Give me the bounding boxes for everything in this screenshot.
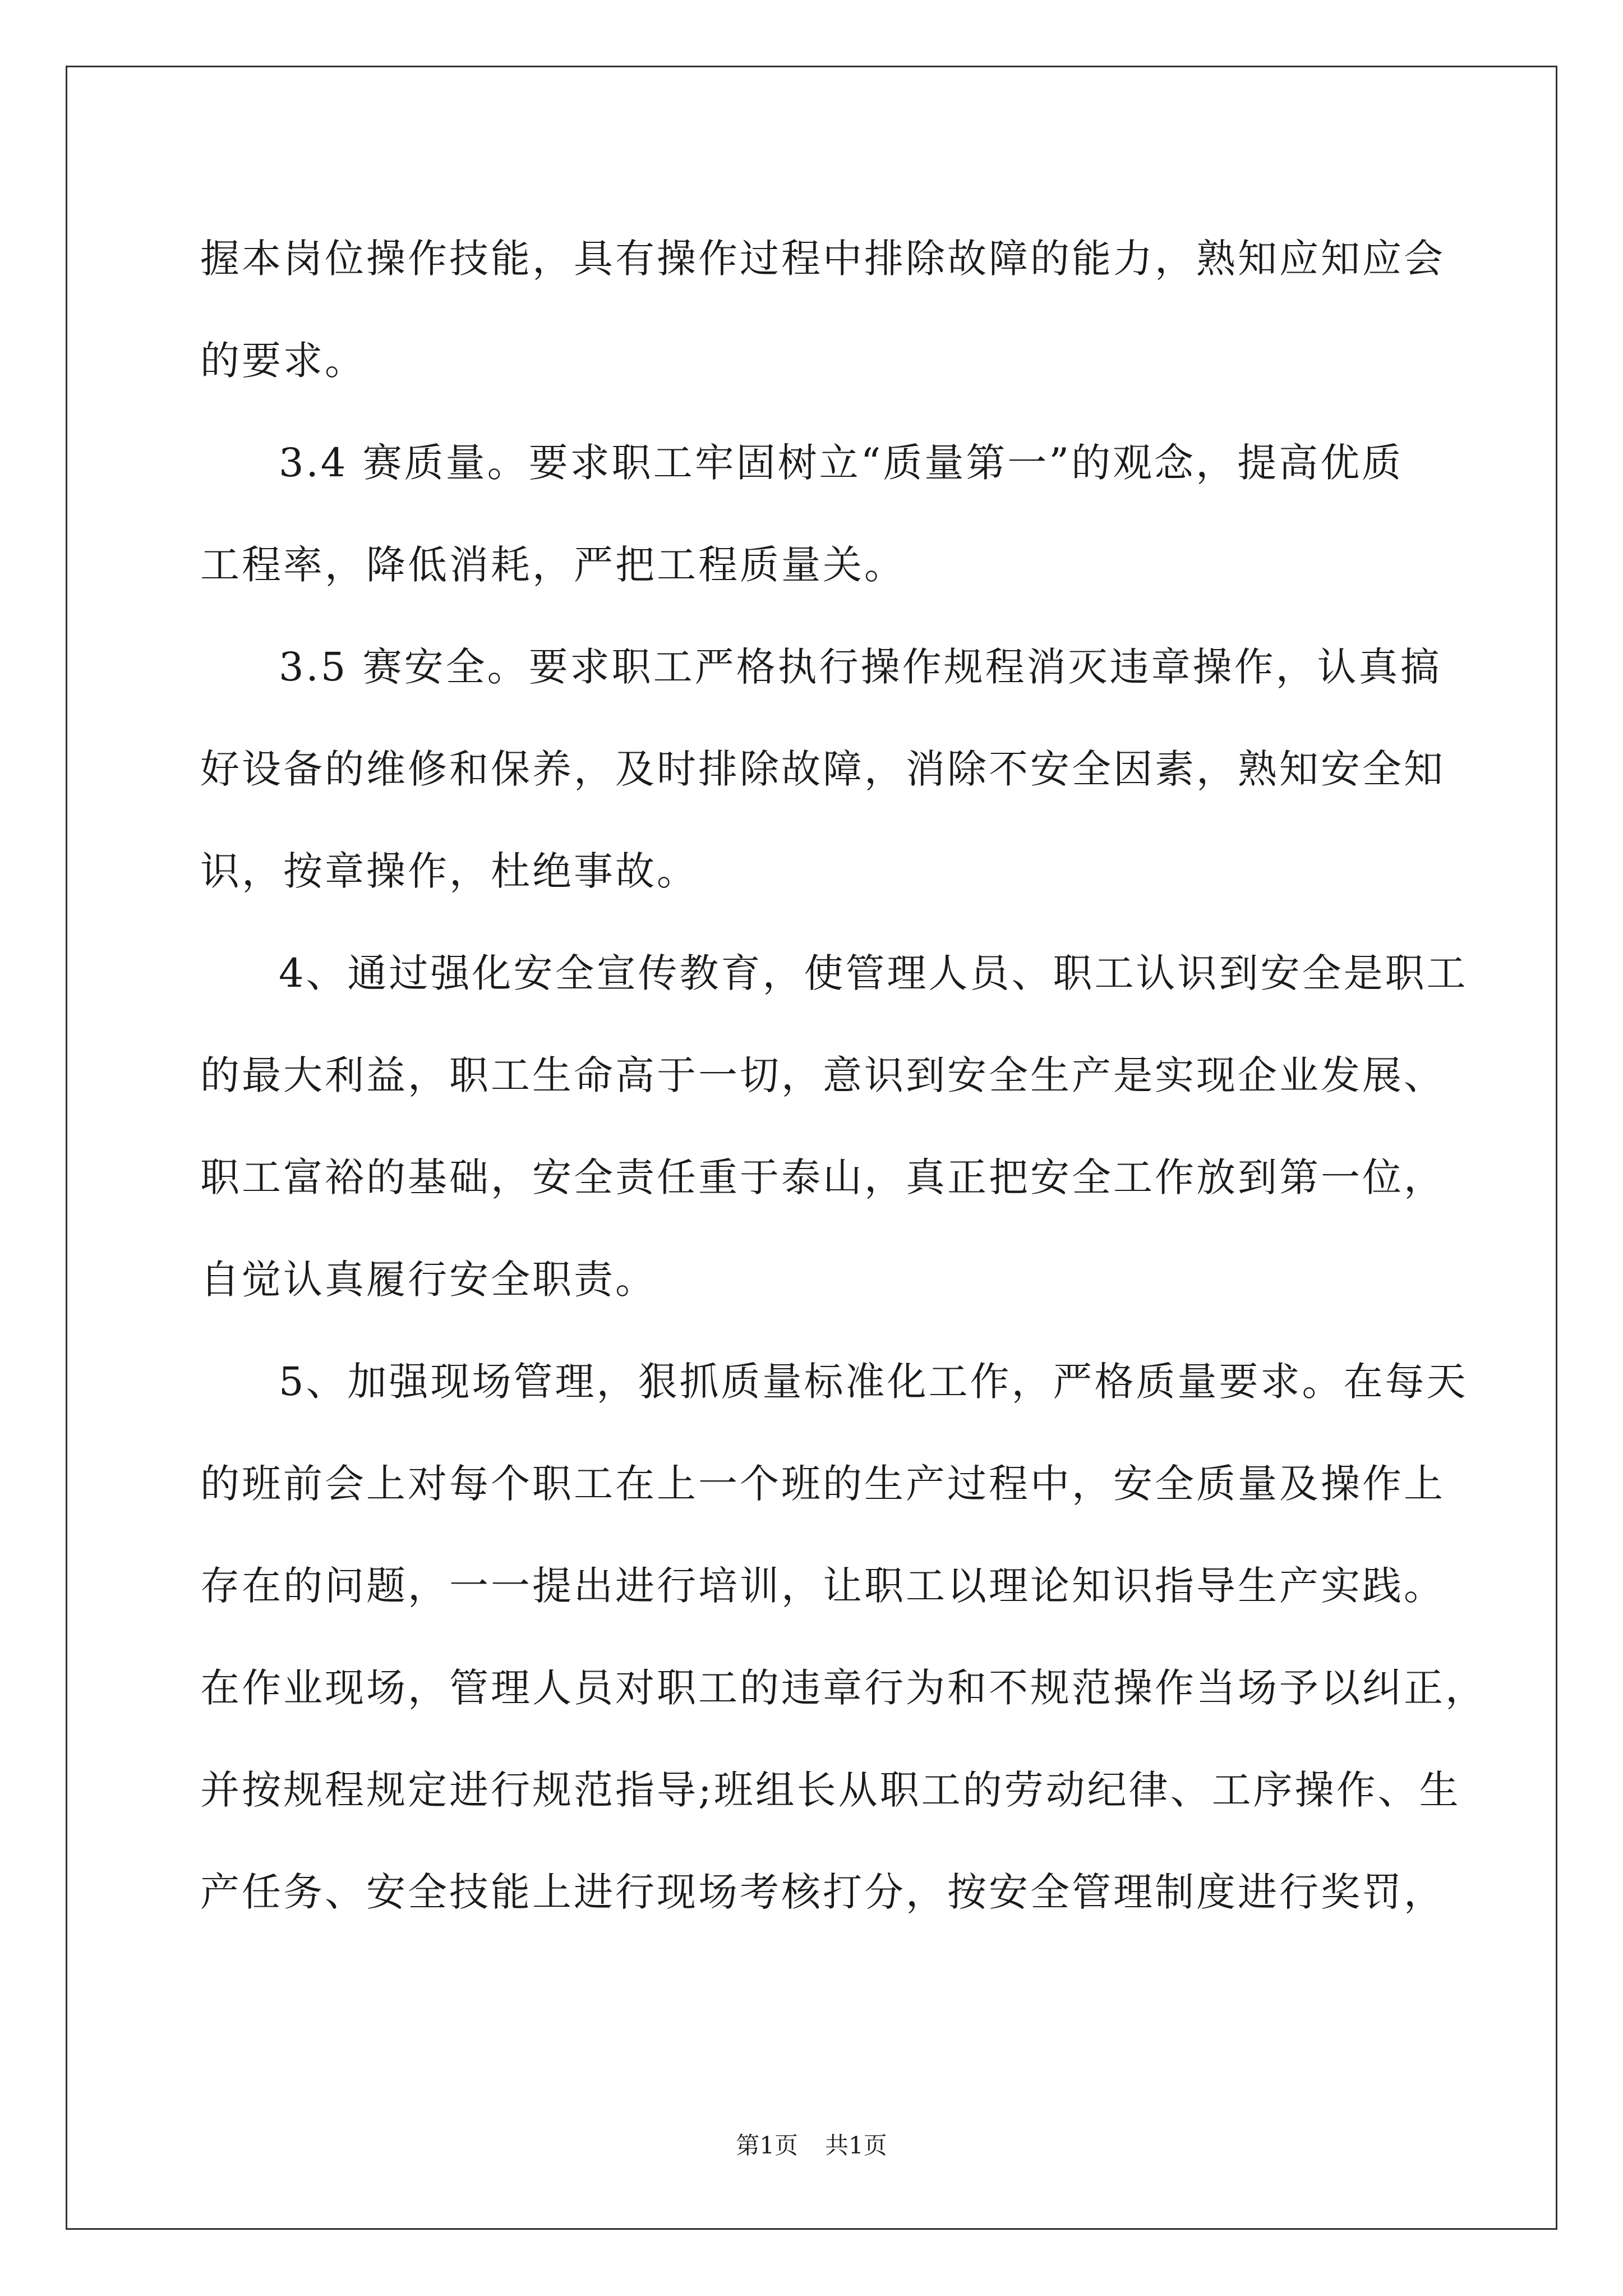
text-line: 握本岗位操作技能，具有操作过程中排除故障的能力，熟知应知应会 bbox=[200, 236, 1445, 282]
paragraph-3-4 bbox=[200, 412, 1428, 616]
text-line: 的班前会上对每个职工在上一个班的生产过程中，安全质量及操作上 bbox=[200, 1461, 1445, 1507]
paragraph-3-5 bbox=[200, 616, 1445, 922]
text-line: 的最大利益，职工生命高于一切，意识到安全生产是实现企业发展、 bbox=[200, 1052, 1445, 1098]
text-line: 职工富裕的基础，安全责任重于泰山，真正把安全工作放到第一位， bbox=[200, 1154, 1445, 1200]
paragraph-4 bbox=[200, 922, 1468, 1331]
text-line: 产任务、安全技能上进行现场考核打分，按安全管理制度进行奖罚， bbox=[200, 1869, 1445, 1915]
text-line: 好设备的维修和保养，及时排除故障，消除不安全因素，熟知安全知 bbox=[200, 746, 1445, 792]
text-line: 3.4 赛质量。要求职工牢固树立“质量第一”的观念，提高优质 bbox=[279, 440, 1404, 486]
text-line: 识，按章操作，杜绝事故。 bbox=[200, 848, 698, 894]
text-line: 在作业现场，管理人员对职工的违章行为和不规范操作当场予以纠正， bbox=[200, 1665, 1487, 1711]
text-line: 3.5 赛安全。要求职工严格执行操作规程消灭违章操作，认真搞 bbox=[279, 644, 1442, 690]
text-line: 4、通过强化安全宣传教育，使管理人员、职工认识到安全是职工 bbox=[279, 950, 1468, 996]
text-line: 自觉认真履行安全职责。 bbox=[200, 1257, 657, 1303]
text-line: 的要求。 bbox=[200, 338, 366, 384]
paragraph-continuation bbox=[200, 208, 1445, 412]
text-line: 工程率，降低消耗，严把工程质量关。 bbox=[200, 542, 906, 588]
text-line: 存在的问题，一一提出进行培训，让职工以理论知识指导生产实践。 bbox=[200, 1563, 1445, 1609]
page-footer bbox=[0, 2129, 1623, 2162]
paragraph-5 bbox=[200, 1331, 1487, 1943]
document-body bbox=[200, 208, 1487, 1943]
page-number: 第1页 bbox=[736, 2132, 798, 2159]
text-line: 并按规程规定进行规范指导;班组长从职工的劳动纪律、工序操作、生 bbox=[200, 1767, 1461, 1813]
text-line: 5、加强现场管理，狠抓质量标准化工作，严格质量要求。在每天 bbox=[279, 1359, 1468, 1405]
page-total: 共1页 bbox=[825, 2132, 887, 2159]
